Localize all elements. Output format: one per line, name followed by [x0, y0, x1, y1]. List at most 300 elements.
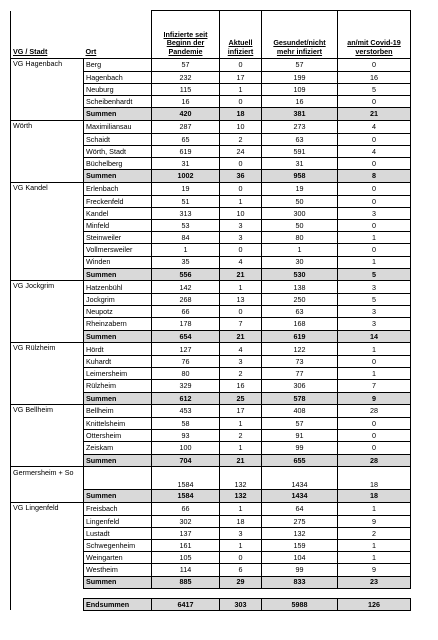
summen-gesundet: 578 — [262, 392, 338, 405]
verstorben-cell: 0 — [338, 182, 411, 195]
ort-cell: Lingenfeld — [84, 515, 152, 527]
summen-label: Summen — [84, 454, 152, 467]
ort-cell: Rülzheim — [84, 380, 152, 392]
gesundet-cell: 275 — [262, 515, 338, 527]
endsummen-row — [11, 598, 411, 610]
verstorben-cell: 0 — [338, 195, 411, 207]
summen-row — [11, 330, 411, 343]
ort-cell: Lustadt — [84, 527, 152, 539]
aktuell-cell: 0 — [220, 306, 262, 318]
aktuell-cell: 2 — [220, 430, 262, 442]
vg-name-cell — [11, 108, 84, 121]
table-row — [11, 59, 411, 72]
ort-cell: Berg — [84, 59, 152, 72]
table-row — [11, 219, 411, 231]
verstorben-cell: 2 — [338, 527, 411, 539]
ort-cell: Erlenbach — [84, 182, 152, 195]
ort-cell: Scheibenhardt — [84, 96, 152, 108]
infizierte-cell: 115 — [152, 83, 220, 95]
infizierte-cell: 161 — [152, 539, 220, 551]
infizierte-cell: 76 — [152, 356, 220, 368]
table-row — [11, 158, 411, 170]
summen-verstorben: 21 — [338, 108, 411, 121]
vg-name-cell — [11, 96, 84, 108]
vg-name-cell — [11, 442, 84, 454]
aktuell-cell: 17 — [220, 405, 262, 418]
infizierte-cell: 58 — [152, 417, 220, 429]
summen-infizierte: 420 — [152, 108, 220, 121]
aktuell-cell: 6 — [220, 564, 262, 576]
verstorben-cell: 18 — [338, 467, 411, 490]
gesundet-cell: 273 — [262, 120, 338, 133]
verstorben-cell: 3 — [338, 207, 411, 219]
verstorben-cell: 1 — [338, 368, 411, 380]
aktuell-cell: 3 — [220, 232, 262, 244]
vg-name-cell — [11, 294, 84, 306]
aktuell-cell: 3 — [220, 527, 262, 539]
ort-cell: Kandel — [84, 207, 152, 219]
infizierte-cell: 80 — [152, 368, 220, 380]
summen-verstorben: 18 — [338, 490, 411, 503]
vg-name-cell: VG Rülzheim — [11, 343, 84, 356]
infizierte-cell: 127 — [152, 343, 220, 356]
aktuell-cell: 24 — [220, 145, 262, 157]
table-row — [11, 244, 411, 256]
vg-name-cell — [11, 244, 84, 256]
vg-name-cell — [11, 576, 84, 588]
verstorben-cell: 1 — [338, 232, 411, 244]
header-verstorben: an/mit Covid-19 verstorben — [338, 11, 411, 59]
table-row — [11, 294, 411, 306]
aktuell-cell: 2 — [220, 133, 262, 145]
infizierte-cell: 1 — [152, 244, 220, 256]
ort-cell: Knittelsheim — [84, 417, 152, 429]
gesundet-cell: 250 — [262, 294, 338, 306]
aktuell-cell: 1 — [220, 83, 262, 95]
table-row — [11, 430, 411, 442]
gesundet-cell: 1 — [262, 244, 338, 256]
aktuell-cell: 13 — [220, 294, 262, 306]
infizierte-cell: 100 — [152, 442, 220, 454]
covid-cases-table — [10, 10, 411, 611]
aktuell-cell: 0 — [220, 59, 262, 72]
ort-cell: Zeiskam — [84, 442, 152, 454]
ort-cell: Weingarten — [84, 552, 152, 564]
vg-name-cell — [11, 219, 84, 231]
summen-gesundet: 381 — [262, 108, 338, 121]
verstorben-cell: 1 — [338, 256, 411, 268]
verstorben-cell: 5 — [338, 294, 411, 306]
summen-label: Summen — [84, 490, 152, 503]
verstorben-cell: 3 — [338, 318, 411, 330]
summen-infizierte: 885 — [152, 576, 220, 588]
endsummen-infizierte: 6417 — [152, 598, 220, 610]
vg-name-cell — [11, 207, 84, 219]
ort-cell: Rheinzabern — [84, 318, 152, 330]
ort-cell: Westheim — [84, 564, 152, 576]
vg-name-cell — [11, 158, 84, 170]
verstorben-cell: 4 — [338, 120, 411, 133]
summen-row — [11, 392, 411, 405]
summen-row — [11, 108, 411, 121]
gesundet-cell: 57 — [262, 59, 338, 72]
table-row — [11, 467, 411, 490]
gesundet-cell: 1434 — [262, 467, 338, 490]
infizierte-cell: 313 — [152, 207, 220, 219]
summen-infizierte: 704 — [152, 454, 220, 467]
vg-name-cell — [11, 170, 84, 183]
verstorben-cell: 0 — [338, 158, 411, 170]
verstorben-cell: 9 — [338, 515, 411, 527]
summen-infizierte: 1002 — [152, 170, 220, 183]
table-row — [11, 83, 411, 95]
summen-gesundet: 619 — [262, 330, 338, 343]
gesundet-cell: 300 — [262, 207, 338, 219]
endsummen-verstorben: 126 — [338, 598, 411, 610]
vg-name-cell — [11, 330, 84, 343]
table-row — [11, 145, 411, 157]
table-row — [11, 502, 411, 515]
vg-name-cell: VG Jockgrim — [11, 281, 84, 294]
gesundet-cell: 64 — [262, 502, 338, 515]
vg-name-cell — [11, 368, 84, 380]
ort-cell: Winden — [84, 256, 152, 268]
infizierte-cell: 453 — [152, 405, 220, 418]
vg-name-cell — [11, 380, 84, 392]
vg-name-cell — [11, 145, 84, 157]
spacer-row — [11, 588, 411, 598]
gesundet-cell: 132 — [262, 527, 338, 539]
empty-cell — [11, 598, 84, 610]
verstorben-cell: 0 — [338, 59, 411, 72]
vg-name-cell: VG Lingenfeld — [11, 502, 84, 515]
infizierte-cell: 51 — [152, 195, 220, 207]
ort-cell: Ottersheim — [84, 430, 152, 442]
gesundet-cell: 159 — [262, 539, 338, 551]
summen-verstorben: 23 — [338, 576, 411, 588]
summen-label: Summen — [84, 268, 152, 281]
gesundet-cell: 30 — [262, 256, 338, 268]
header-ort: Ort — [85, 46, 97, 56]
verstorben-cell: 9 — [338, 564, 411, 576]
vg-name-cell — [11, 539, 84, 551]
aktuell-cell: 1 — [220, 195, 262, 207]
header-infizierte: Infizierte seit Beginn der Pandemie — [152, 11, 220, 59]
ort-cell: Büchelberg — [84, 158, 152, 170]
table-row — [11, 442, 411, 454]
ort-cell: Hördt — [84, 343, 152, 356]
ort-cell: Steinweiler — [84, 232, 152, 244]
gesundet-cell: 77 — [262, 368, 338, 380]
gesundet-cell: 63 — [262, 306, 338, 318]
ort-cell: Hagenbach — [84, 71, 152, 83]
ort-cell — [84, 467, 152, 490]
aktuell-cell: 1 — [220, 417, 262, 429]
table-row — [11, 356, 411, 368]
vg-name-cell: VG Hagenbach — [11, 59, 84, 72]
vg-name-cell — [11, 417, 84, 429]
verstorben-cell: 0 — [338, 133, 411, 145]
summen-infizierte: 654 — [152, 330, 220, 343]
ort-cell: Kuhardt — [84, 356, 152, 368]
header-gesundet: Gesundet/nicht mehr infiziert — [262, 11, 338, 59]
gesundet-cell: 57 — [262, 417, 338, 429]
vg-name-cell — [11, 195, 84, 207]
summen-row — [11, 490, 411, 503]
summen-infizierte: 1584 — [152, 490, 220, 503]
table-row — [11, 71, 411, 83]
ort-cell: Minfeld — [84, 219, 152, 231]
header-aktuell: Aktuell infiziert — [220, 11, 262, 59]
gesundet-cell: 99 — [262, 442, 338, 454]
summen-gesundet: 1434 — [262, 490, 338, 503]
summen-aktuell: 21 — [220, 454, 262, 467]
summen-gesundet: 958 — [262, 170, 338, 183]
vg-name-cell: VG Bellheim — [11, 405, 84, 418]
ort-cell: Jockgrim — [84, 294, 152, 306]
aktuell-cell: 1 — [220, 281, 262, 294]
aktuell-cell: 1 — [220, 442, 262, 454]
infizierte-cell: 137 — [152, 527, 220, 539]
endsummen-gesundet: 5988 — [262, 598, 338, 610]
table-row — [11, 318, 411, 330]
table-row — [11, 343, 411, 356]
summen-aktuell: 132 — [220, 490, 262, 503]
aktuell-cell: 2 — [220, 368, 262, 380]
vg-name-cell — [11, 454, 84, 467]
gesundet-cell: 80 — [262, 232, 338, 244]
vg-name-cell — [11, 232, 84, 244]
ort-cell: Neupotz — [84, 306, 152, 318]
infizierte-cell: 268 — [152, 294, 220, 306]
gesundet-cell: 73 — [262, 356, 338, 368]
summen-aktuell: 25 — [220, 392, 262, 405]
table-row — [11, 232, 411, 244]
infizierte-cell: 57 — [152, 59, 220, 72]
summen-infizierte: 556 — [152, 268, 220, 281]
aktuell-cell: 7 — [220, 318, 262, 330]
vg-name-cell — [11, 71, 84, 83]
infizierte-cell: 65 — [152, 133, 220, 145]
infizierte-cell: 302 — [152, 515, 220, 527]
ort-cell: Leimersheim — [84, 368, 152, 380]
table-row — [11, 96, 411, 108]
aktuell-cell: 18 — [220, 515, 262, 527]
spacer-cell — [84, 588, 411, 598]
header-vg-stadt: VG / Stadt — [11, 11, 84, 59]
summen-row — [11, 454, 411, 467]
aktuell-cell: 16 — [220, 380, 262, 392]
vg-name-cell — [11, 392, 84, 405]
vg-name-cell — [11, 490, 84, 503]
aktuell-cell: 1 — [220, 539, 262, 551]
endsummen-aktuell: 303 — [220, 598, 262, 610]
ort-cell: Maximiliansau — [84, 120, 152, 133]
verstorben-cell: 0 — [338, 356, 411, 368]
gesundet-cell: 199 — [262, 71, 338, 83]
verstorben-cell: 1 — [338, 552, 411, 564]
spacer-cell — [11, 588, 84, 598]
gesundet-cell: 63 — [262, 133, 338, 145]
vg-name-cell — [11, 256, 84, 268]
table-row — [11, 515, 411, 527]
ort-cell: Schaidt — [84, 133, 152, 145]
vg-name-cell — [11, 527, 84, 539]
table-row — [11, 195, 411, 207]
table-row — [11, 281, 411, 294]
aktuell-cell: 3 — [220, 219, 262, 231]
summen-label: Summen — [84, 108, 152, 121]
verstorben-cell: 7 — [338, 380, 411, 392]
ort-cell: Freckenfeld — [84, 195, 152, 207]
gesundet-cell: 306 — [262, 380, 338, 392]
summen-infizierte: 612 — [152, 392, 220, 405]
summen-label: Summen — [84, 392, 152, 405]
aktuell-cell: 0 — [220, 96, 262, 108]
infizierte-cell: 16 — [152, 96, 220, 108]
verstorben-cell: 0 — [338, 244, 411, 256]
vg-name-cell — [11, 552, 84, 564]
gesundet-cell: 19 — [262, 182, 338, 195]
summen-gesundet: 833 — [262, 576, 338, 588]
table-row — [11, 133, 411, 145]
gesundet-cell: 591 — [262, 145, 338, 157]
vg-name-cell — [11, 564, 84, 576]
gesundet-cell: 50 — [262, 195, 338, 207]
summen-row — [11, 576, 411, 588]
summen-aktuell: 21 — [220, 330, 262, 343]
verstorben-cell: 0 — [338, 219, 411, 231]
vg-name-cell — [11, 356, 84, 368]
verstorben-cell: 0 — [338, 96, 411, 108]
table-row — [11, 380, 411, 392]
ort-cell: Wörth, Stadt — [84, 145, 152, 157]
verstorben-cell: 0 — [338, 442, 411, 454]
summen-verstorben: 9 — [338, 392, 411, 405]
infizierte-cell: 619 — [152, 145, 220, 157]
gesundet-cell: 138 — [262, 281, 338, 294]
table-row — [11, 417, 411, 429]
vg-name-cell: Germersheim + So — [11, 467, 84, 490]
infizierte-cell: 232 — [152, 71, 220, 83]
summen-gesundet: 655 — [262, 454, 338, 467]
gesundet-cell: 91 — [262, 430, 338, 442]
table-row — [11, 527, 411, 539]
infizierte-cell: 66 — [152, 502, 220, 515]
summen-verstorben: 14 — [338, 330, 411, 343]
table-body — [11, 59, 411, 611]
summen-verstorben: 28 — [338, 454, 411, 467]
table-row — [11, 256, 411, 268]
aktuell-cell: 0 — [220, 244, 262, 256]
summen-label: Summen — [84, 170, 152, 183]
gesundet-cell: 31 — [262, 158, 338, 170]
verstorben-cell: 4 — [338, 145, 411, 157]
infizierte-cell: 31 — [152, 158, 220, 170]
summen-aktuell: 36 — [220, 170, 262, 183]
table-row — [11, 120, 411, 133]
infizierte-cell: 287 — [152, 120, 220, 133]
vg-name-cell — [11, 268, 84, 281]
table-row — [11, 182, 411, 195]
table-header — [11, 11, 411, 59]
ort-cell: Bellheim — [84, 405, 152, 418]
covid-table-document — [10, 10, 410, 611]
aktuell-cell: 1 — [220, 502, 262, 515]
table-row — [11, 368, 411, 380]
summen-row — [11, 268, 411, 281]
summen-verstorben: 8 — [338, 170, 411, 183]
verstorben-cell: 1 — [338, 343, 411, 356]
endsummen-label: Endsummen — [84, 598, 152, 610]
summen-gesundet: 530 — [262, 268, 338, 281]
gesundet-cell: 50 — [262, 219, 338, 231]
vg-name-cell — [11, 306, 84, 318]
aktuell-cell: 0 — [220, 552, 262, 564]
verstorben-cell: 0 — [338, 417, 411, 429]
aktuell-cell: 4 — [220, 343, 262, 356]
aktuell-cell: 0 — [220, 158, 262, 170]
gesundet-cell: 109 — [262, 83, 338, 95]
infizierte-cell: 329 — [152, 380, 220, 392]
verstorben-cell: 5 — [338, 83, 411, 95]
vg-name-cell — [11, 318, 84, 330]
aktuell-cell: 17 — [220, 71, 262, 83]
summen-label: Summen — [84, 576, 152, 588]
vg-name-cell — [11, 83, 84, 95]
gesundet-cell: 168 — [262, 318, 338, 330]
vg-name-cell — [11, 133, 84, 145]
infizierte-cell: 178 — [152, 318, 220, 330]
gesundet-cell: 16 — [262, 96, 338, 108]
vg-name-cell: VG Kandel — [11, 182, 84, 195]
infizierte-cell: 35 — [152, 256, 220, 268]
vg-name-cell — [11, 430, 84, 442]
infizierte-cell: 1584 — [152, 467, 220, 490]
summen-aktuell: 18 — [220, 108, 262, 121]
ort-cell: Neuburg — [84, 83, 152, 95]
infizierte-cell: 114 — [152, 564, 220, 576]
aktuell-cell: 4 — [220, 256, 262, 268]
infizierte-cell: 53 — [152, 219, 220, 231]
table-row — [11, 539, 411, 551]
infizierte-cell: 93 — [152, 430, 220, 442]
ort-cell: Freisbach — [84, 502, 152, 515]
infizierte-cell: 84 — [152, 232, 220, 244]
vg-name-cell: Wörth — [11, 120, 84, 133]
table-row — [11, 405, 411, 418]
verstorben-cell: 1 — [338, 539, 411, 551]
summen-aktuell: 21 — [220, 268, 262, 281]
infizierte-cell: 142 — [152, 281, 220, 294]
infizierte-cell: 66 — [152, 306, 220, 318]
ort-cell: Hatzenbühl — [84, 281, 152, 294]
verstorben-cell: 28 — [338, 405, 411, 418]
aktuell-cell: 0 — [220, 182, 262, 195]
gesundet-cell: 104 — [262, 552, 338, 564]
table-row — [11, 207, 411, 219]
summen-aktuell: 29 — [220, 576, 262, 588]
vg-name-cell — [11, 515, 84, 527]
aktuell-cell: 10 — [220, 207, 262, 219]
verstorben-cell: 1 — [338, 502, 411, 515]
aktuell-cell: 132 — [220, 467, 262, 490]
summen-row — [11, 170, 411, 183]
ort-cell: Vollmersweiler — [84, 244, 152, 256]
table-row — [11, 306, 411, 318]
aktuell-cell: 3 — [220, 356, 262, 368]
summen-label: Summen — [84, 330, 152, 343]
